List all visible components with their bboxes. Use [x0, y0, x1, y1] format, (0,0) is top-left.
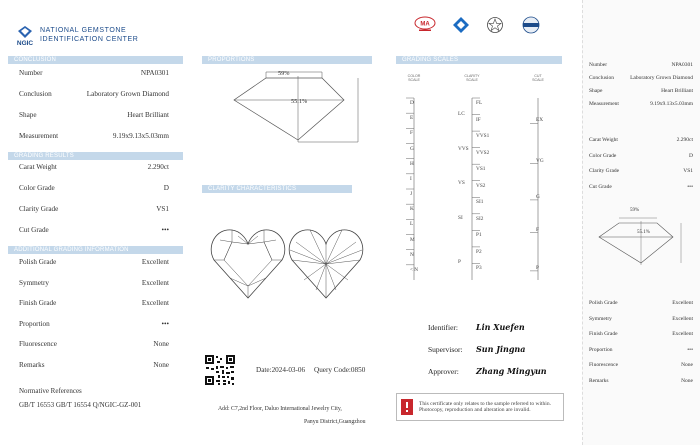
svg-text:MA: MA: [420, 21, 430, 28]
qr-code: [204, 354, 236, 386]
query-code: Query Code:0850: [314, 366, 366, 374]
grading-value: VS1: [156, 205, 169, 213]
scales-column: [392, 0, 572, 445]
signature-role: Approver:: [428, 367, 459, 376]
stub-grading-row: [589, 168, 693, 174]
cut-scale-header: CUT SCALE: [532, 74, 544, 82]
grading-label: Cut Grade: [19, 226, 49, 234]
conclusion-label: Measurement: [19, 132, 59, 140]
color-grade: J: [410, 191, 413, 197]
additional-label: Fluorescence: [19, 340, 57, 348]
clarity-group: LC: [458, 111, 465, 118]
diagram-column: [196, 0, 376, 445]
clarity-grade: P3: [476, 265, 482, 272]
stub-additional-label: Symmetry: [589, 315, 612, 322]
clarity-group: VVS: [458, 145, 469, 152]
additional-value: Excellent: [141, 299, 169, 307]
stub-summary-row: [589, 101, 693, 107]
stub-grading-label: Carat Weight: [589, 137, 618, 143]
color-scale-header: COLOR SCALE: [407, 74, 421, 82]
stub-additional-value: Excellent: [672, 300, 693, 306]
additional-label: Remarks: [19, 360, 45, 369]
issue-date: Date:2024-03-06: [256, 366, 306, 374]
conclusion-value: Laboratory Grown Diamond: [86, 90, 169, 98]
references-title: Normative References: [19, 387, 82, 395]
additional-row: [19, 279, 169, 287]
stub-summary-row: [589, 75, 693, 81]
stub-grading-row: [589, 137, 693, 143]
stub-summary-label: Conclusion: [589, 75, 615, 81]
additional-value: None: [153, 360, 169, 369]
results-column: [0, 0, 185, 445]
grading-value: 2.290ct: [147, 163, 169, 171]
clarity-grade: SI2: [476, 215, 484, 222]
additional-label: Proportion: [19, 319, 50, 328]
stub-grading-label: Color Grade: [589, 152, 617, 159]
heart-pavilion-diagram: [288, 226, 364, 300]
org-logo: [14, 26, 138, 47]
stub-summary-row: [589, 88, 693, 94]
notice-box: [396, 393, 564, 421]
stub-additional-row: [589, 378, 693, 384]
references-text: GB/T 16553 GB/T 16554 Q/NGIC-GZ-001: [19, 401, 142, 409]
additional-value: Excellent: [141, 258, 169, 266]
stub-grading-label: Cut Grade: [589, 183, 612, 190]
scales-band: GRADING SCALES: [396, 56, 562, 64]
clarity-group: VS: [458, 180, 465, 187]
stub-grading-value: VS1: [683, 168, 693, 174]
additional-label: Symmetry: [19, 278, 49, 287]
cut-grade: P: [536, 264, 539, 271]
clarity-grade: VVS2: [476, 149, 490, 156]
conclusion-label: Shape: [19, 111, 37, 119]
stub-additional-row: [589, 331, 693, 337]
stub-additional-label: Remarks: [589, 377, 609, 384]
cut-grade: EX: [536, 117, 544, 124]
conclusion-label: Conclusion: [19, 90, 52, 98]
stub-additional-value: •••: [687, 346, 693, 353]
address-line1: Add: C7,2nd Floor, Daluo International Jewelry City,: [218, 406, 342, 412]
grading-results-band: GRADING RESULTS: [8, 152, 183, 160]
color-grade: N: [410, 251, 414, 258]
additional-row: [19, 258, 169, 266]
stub-additional-value: None: [681, 362, 693, 368]
clarity-scale-header: CLARITY SCALE: [464, 74, 480, 82]
stub-additional-label: Fluorescence: [589, 362, 619, 368]
conclusion-value: Heart Brilliant: [127, 111, 169, 119]
color-grade: E: [410, 115, 414, 122]
additional-row: [19, 340, 169, 348]
stub-grading-row: [589, 153, 693, 159]
stub-additional-row: [589, 362, 693, 368]
color-grade: < N: [410, 266, 419, 273]
grading-label: Carat Weight: [19, 163, 57, 171]
stub-additional-row: [589, 347, 693, 353]
stub-summary-label: Shape: [589, 88, 603, 94]
warning-icon: [401, 399, 413, 415]
stub-table-percent: 59%: [630, 208, 640, 213]
ngic-logo-icon: [14, 26, 36, 47]
color-grade: D: [410, 100, 414, 106]
stub-additional-label: Polish Grade: [589, 300, 618, 306]
stub-depth-percent: 55.1%: [637, 230, 650, 235]
additional-row: [19, 361, 169, 369]
clarity-grade: SI1: [476, 199, 484, 206]
color-grade: F: [410, 130, 413, 137]
additional-value: None: [153, 340, 169, 348]
additional-row: [19, 320, 169, 328]
signature-role: Identifier:: [428, 323, 458, 332]
color-grade: L: [410, 221, 414, 228]
heart-crown-diagram: [210, 226, 286, 300]
color-grade: M: [410, 236, 415, 243]
color-grade: K: [410, 206, 414, 213]
stub-summary-row: [589, 62, 693, 68]
signature-name: Zhang Mingyun: [476, 366, 547, 376]
color-grade: H: [410, 160, 414, 167]
org-name-line1: NATIONAL GEMSTONE: [40, 27, 127, 34]
notice-text: This certificate only relates to the sample referred to within. Photocopy, reproduction and alteration are invalid.: [419, 400, 551, 413]
table-percent: 59%: [278, 70, 290, 77]
stub-additional-row: [589, 300, 693, 306]
signature-role: Supervisor:: [428, 345, 463, 354]
clarity-grade: IF: [476, 116, 481, 123]
clarity-grade: VS1: [476, 166, 486, 173]
stub-grading-value: •••: [687, 183, 693, 190]
signature-name: Lin Xuefen: [476, 322, 525, 332]
stub-additional-value: Excellent: [672, 331, 693, 337]
conclusion-row: [19, 132, 169, 140]
stub-grading-label: Clarity Grade: [589, 168, 620, 174]
stub-grading-value: 2.290ct: [676, 137, 693, 143]
additional-value: Excellent: [141, 278, 169, 287]
stub-summary-value: Heart Brilliant: [661, 88, 693, 94]
cut-grade: VG: [536, 157, 544, 164]
grading-value: •••: [161, 226, 169, 234]
cut-grade: F: [536, 226, 539, 233]
stub-additional-row: [589, 316, 693, 322]
stub-grading-value: D: [689, 152, 693, 159]
clarity-grade: VVS1: [476, 133, 490, 140]
clarity-group: SI: [458, 214, 463, 221]
additional-label: Finish Grade: [19, 299, 57, 307]
clarity-grade: P1: [476, 232, 482, 239]
stub-summary-label: Measurement: [589, 101, 619, 107]
stub-summary-value: Laboratory Grown Diamond: [630, 75, 693, 81]
depth-percent: 55.1%: [291, 98, 308, 105]
grading-label: Clarity Grade: [19, 205, 59, 213]
signature-name: Sun Jingna: [476, 344, 526, 354]
color-grade: I: [410, 175, 412, 182]
conclusion-row: [19, 111, 169, 119]
stub-summary-value: NPA0301: [671, 62, 693, 68]
stub-additional-value: None: [681, 377, 693, 384]
clarity-grade: FL: [476, 100, 483, 106]
clarity-band: CLARITY CHARACTERISTICS: [202, 185, 352, 193]
stub-proportion-diagram: [593, 213, 689, 267]
conclusion-label: Number: [19, 69, 43, 77]
stub-summary-label: Number: [589, 62, 608, 68]
proportions-band: PROPORTIONS: [202, 56, 372, 64]
additional-row: [19, 299, 169, 307]
stub-column: [582, 0, 700, 445]
additional-value: •••: [161, 319, 169, 328]
conclusion-row: [19, 69, 169, 77]
org-name-line2: IDENTIFICATION CENTER: [40, 36, 139, 43]
conclusion-value: NPA0301: [140, 69, 169, 77]
conclusion-band: CONCLUSION: [8, 56, 183, 64]
stub-summary-value: 9.19x9.13x5.03mm: [650, 101, 693, 107]
address-line2: Panyu District,Guangzhou: [304, 419, 366, 425]
stub-grading-row: [589, 184, 693, 190]
stub-additional-value: Excellent: [672, 315, 693, 322]
grading-row: [19, 226, 169, 234]
grading-row: [19, 163, 169, 171]
stub-additional-label: Proportion: [589, 346, 613, 353]
grading-value: D: [163, 184, 169, 192]
grading-label: Color Grade: [19, 184, 55, 192]
conclusion-row: [19, 90, 169, 98]
proportion-diagram: [226, 68, 366, 146]
conclusion-value: 9.19x9.13x5.03mm: [112, 132, 169, 140]
grading-row: [19, 184, 169, 192]
cut-grade: G: [536, 193, 540, 200]
clarity-group: P: [458, 258, 461, 265]
clarity-grade: P2: [476, 248, 482, 255]
clarity-grade: VS2: [476, 182, 486, 189]
additional-band: ADDITIONAL GRADING INFORMATION: [8, 246, 183, 254]
org-mark: NGIC: [16, 40, 34, 47]
grading-row: [19, 205, 169, 213]
additional-label: Polish Grade: [19, 258, 57, 266]
stub-additional-label: Finish Grade: [589, 331, 618, 337]
color-grade: G: [410, 145, 414, 152]
